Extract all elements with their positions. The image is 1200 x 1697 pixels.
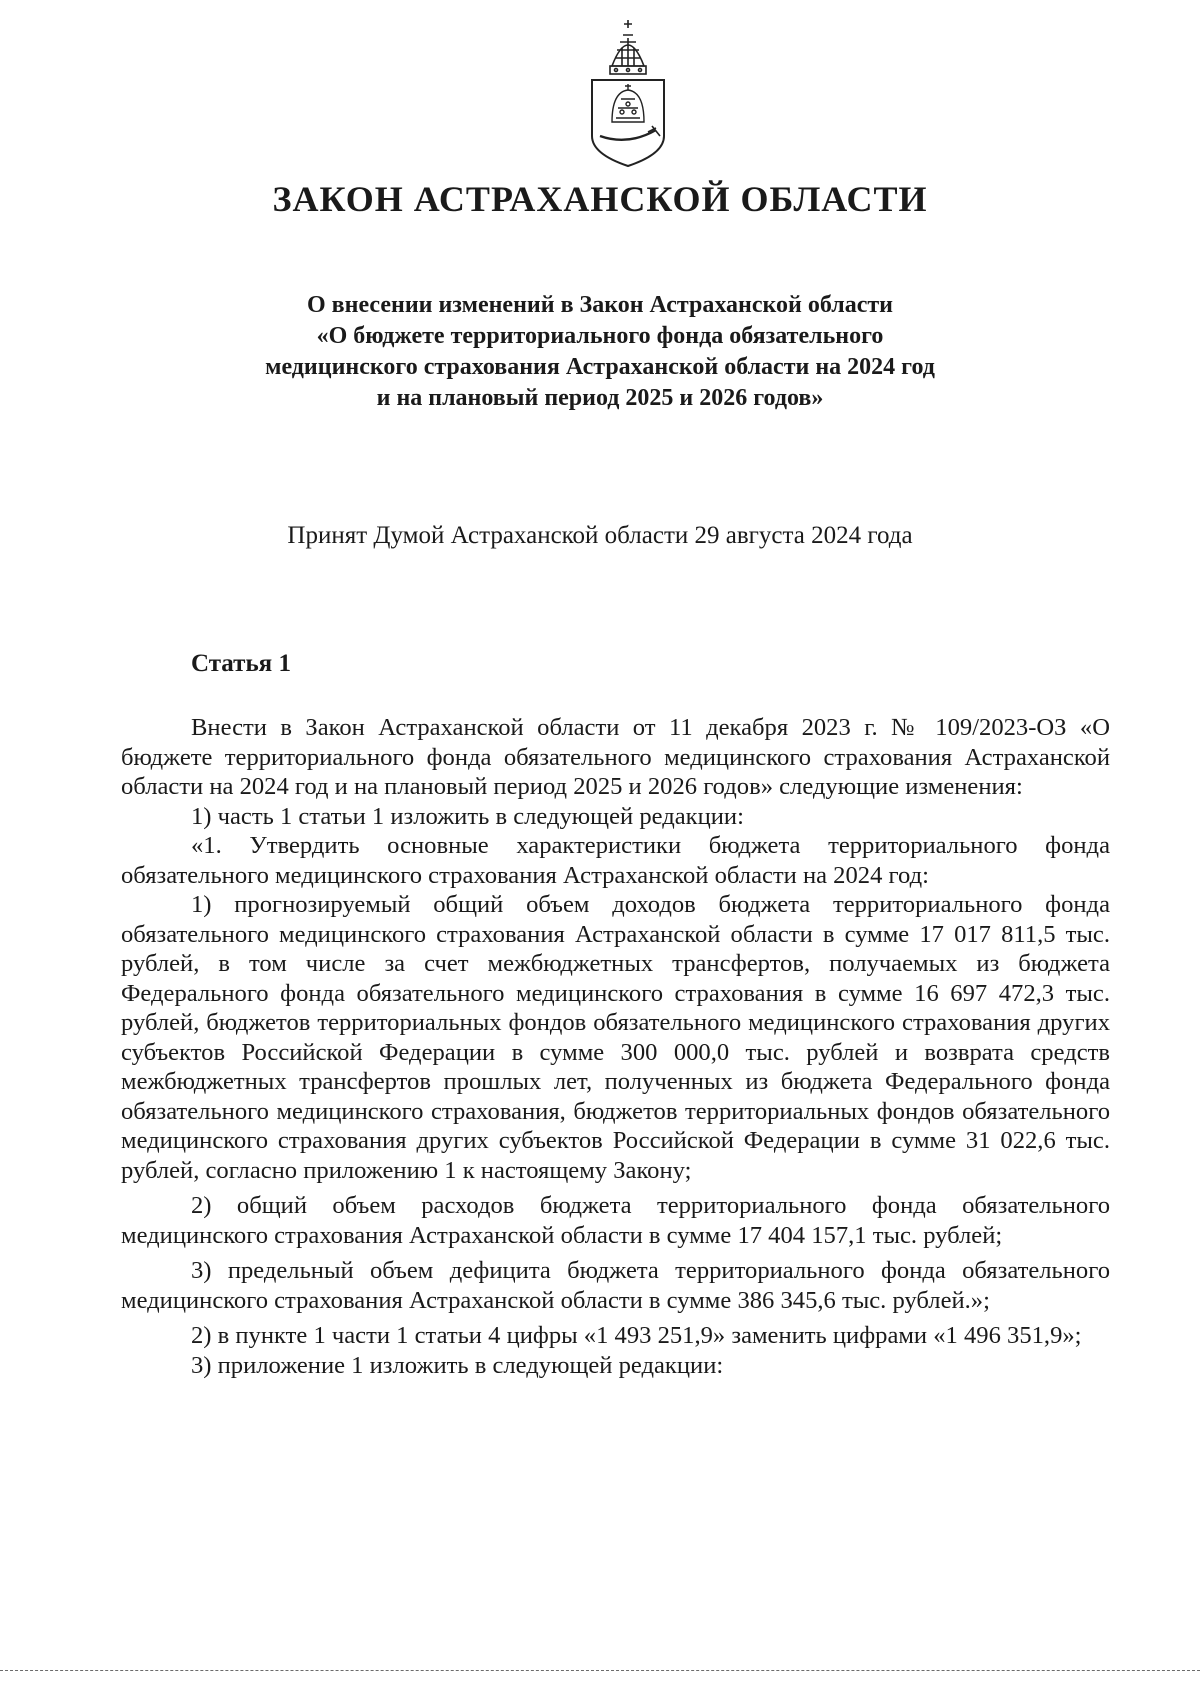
- paragraph: 2) в пункте 1 части 1 статьи 4 цифры «1 493 251,9» заменить цифрами «1 496 351,9»;: [191, 1322, 1082, 1349]
- subtitle-line: О внесении изменений в Закон Астраханской области: [306, 292, 893, 318]
- paragraph: 2) общий объем расходов бюджета территориального фонда обязательного медицинского страхования Астраханской области в сумме 17 404 157,1 тыс. рублей;: [121, 1192, 1110, 1249]
- subtitle-line: и на плановый период 2025 и 2026 годов»: [376, 385, 824, 411]
- paragraph: 3) приложение 1 изложить в следующей редакции:: [191, 1351, 724, 1379]
- paragraph: 1) прогнозируемый общий объем доходов бюджета территориального фонда обязательного медицинского страхования Астраханской области в сумме 17 017 811,5 тыс. рублей, в том числе за счет межбюджетных трансфертов, получаемых из бюджета Федерального фонда обязательного медицинского страхования в сумме 16 697 472,3 тыс. рублей, бюджетов территориальных фондов обязательного медицинского страхования других субъектов Российской Федерации в сумме 300 000,0 тыс. рублей и возврата средств межбюджетных трансфертов прошлых лет, полученных из бюджета Федерального фонда обязательного медицинского страхования, бюджетов территориальных фондов обязательного медицинского страхования других субъектов Российской Федерации в сумме 31 022,6 тыс. рублей, согласно приложению 1 к настоящему Закону;: [121, 891, 1110, 1184]
- law-title: ЗАКОН АСТРАХАНСКОЙ ОБЛАСТИ: [272, 179, 928, 219]
- adoption-note: Принят Думой Астраханской области 29 августа 2024 года: [287, 522, 913, 549]
- paragraph: 1) часть 1 статьи 1 изложить в следующей редакции:: [191, 802, 744, 830]
- subtitle-line: «О бюджете территориального фонда обязательного: [316, 323, 884, 349]
- astrakhan-coat-of-arms-icon: [582, 18, 674, 168]
- article-body: [121, 713, 1110, 1380]
- paragraph: Внести в Закон Астраханской области от 11 декабря 2023 г. № 109/2023-ОЗ «О бюджете территориального фонда обязательного медицинского страхования Астраханской области на 2024 год и на плановый период 2025 и 2026 годов» следующие изменения:: [121, 714, 1110, 800]
- paragraph: 3) предельный объем дефицита бюджета территориального фонда обязательного медицинского страхования Астраханской области в сумме 386 345,6 тыс. рублей.»;: [121, 1257, 1110, 1314]
- law-subtitle: [200, 290, 1000, 414]
- page-bottom-rule: [0, 1670, 1200, 1671]
- paragraph: «1. Утвердить основные характеристики бюджета территориального фонда обязательного медицинского страхования Астраханской области на 2024 год:: [121, 832, 1110, 889]
- subtitle-line: медицинского страхования Астраханской области на 2024 год: [265, 354, 935, 380]
- coat-of-arms-emblem: [582, 18, 674, 168]
- article-heading: Статья 1: [191, 650, 291, 677]
